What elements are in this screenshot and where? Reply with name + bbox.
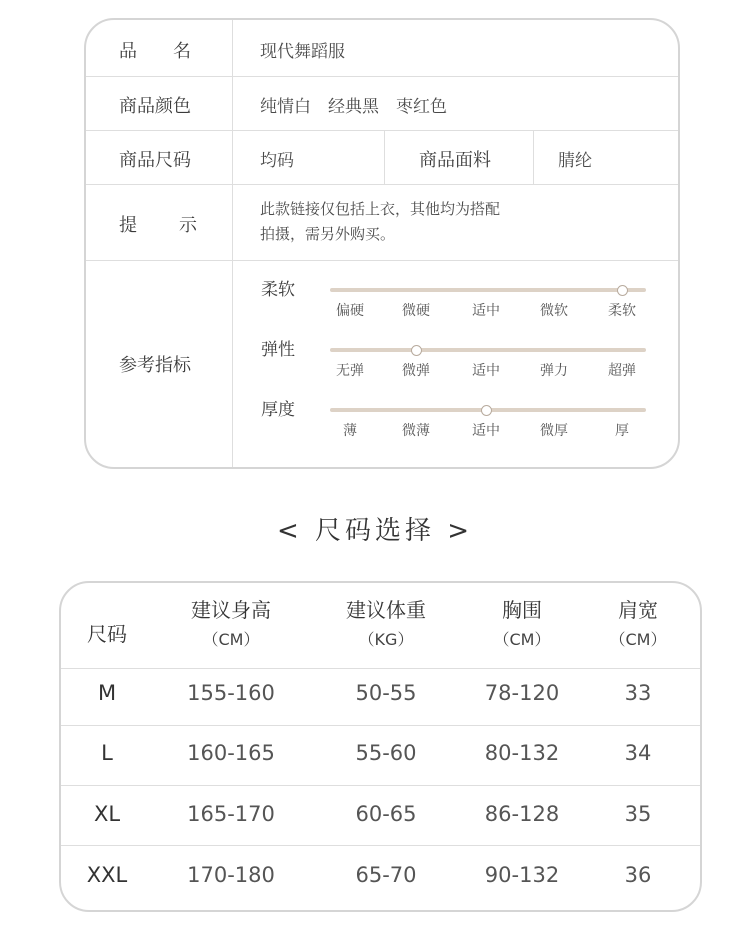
table-cell: 33 <box>624 681 652 705</box>
indicator-knob <box>481 405 492 416</box>
tip-line: 拍摄，需另外购买。 <box>260 225 396 243</box>
indicator-tick-label: 微弹 <box>402 363 430 379</box>
indicator-tick-label: 薄 <box>343 423 357 439</box>
table-header-label: 胸围 <box>502 598 542 622</box>
table-header <box>316 595 456 655</box>
indicator-name: 弹性 <box>261 340 295 360</box>
tip-label-char: 示 <box>179 215 197 236</box>
table-header-label: 肩宽 <box>618 598 658 622</box>
table-cell-size: L <box>101 741 113 765</box>
indicator-knob <box>411 345 422 356</box>
size-label: 商品尺码 <box>119 150 191 171</box>
size-section-title: < 尺码选择 > <box>276 516 474 546</box>
table-header-label: 建议体重 <box>346 598 426 622</box>
table-cell: 80-132 <box>484 741 560 765</box>
table-cell: 50-55 <box>355 681 417 705</box>
size-value: 均码 <box>260 151 294 171</box>
size-table <box>59 581 702 912</box>
divider <box>86 76 678 77</box>
table-cell: 34 <box>624 741 652 765</box>
table-cell: 78-120 <box>484 681 560 705</box>
tip-label-char: 提 <box>119 215 137 236</box>
indicator-knob <box>617 285 628 296</box>
name-value: 现代舞蹈服 <box>260 42 345 62</box>
table-header-unit: （CM） <box>609 630 667 649</box>
table-cell: 155-160 <box>187 681 275 705</box>
indicator-tick-label: 适中 <box>472 423 500 439</box>
table-cell: 90-132 <box>484 863 560 887</box>
table-cell-size: M <box>97 681 117 705</box>
table-cell: 86-128 <box>484 802 560 826</box>
table-cell-size: XXL <box>86 863 128 887</box>
indicator-tick-label: 微软 <box>540 303 568 319</box>
table-header <box>568 595 708 655</box>
table-header <box>161 595 301 655</box>
indicator-tick-label: 适中 <box>472 363 500 379</box>
name-label: 品 名 <box>119 41 191 62</box>
tip-line: 此款链接仅包括上衣，其他均为搭配 <box>260 200 501 218</box>
table-cell: 60-65 <box>355 802 417 826</box>
table-cell: 65-70 <box>355 863 417 887</box>
table-cell: 55-60 <box>355 741 417 765</box>
table-header-label: 尺码 <box>87 622 127 646</box>
divider <box>86 260 678 261</box>
color-label: 商品颜色 <box>119 96 191 117</box>
divider <box>61 725 700 726</box>
table-cell: 35 <box>624 802 652 826</box>
indicator-tick-label: 无弹 <box>336 363 364 379</box>
indicator-tick-label: 超弹 <box>608 363 636 379</box>
product-info-card <box>84 18 680 469</box>
table-header-label: 建议身高 <box>191 598 271 622</box>
indicator-tick-label: 偏硬 <box>336 303 364 319</box>
indicator-tick-label: 微厚 <box>540 423 568 439</box>
tip-label <box>119 211 197 237</box>
divider <box>61 785 700 786</box>
indicator-tick-label: 微硬 <box>402 303 430 319</box>
indicator-tick-label: 适中 <box>472 303 500 319</box>
table-cell: 165-170 <box>187 802 275 826</box>
indicator-tick-label: 弹力 <box>540 363 568 379</box>
indicator-name: 厚度 <box>261 400 295 420</box>
indicator-tick-label: 柔软 <box>608 303 636 319</box>
fabric-label: 商品面料 <box>419 150 491 171</box>
table-header-unit: （CM） <box>202 630 260 649</box>
indicator-tick-label: 微薄 <box>402 423 430 439</box>
tip-text <box>260 197 500 247</box>
table-header-unit: （CM） <box>493 630 551 649</box>
table-header <box>37 619 177 649</box>
table-cell: 36 <box>624 863 652 887</box>
divider <box>232 20 233 467</box>
divider <box>61 668 700 669</box>
divider <box>86 184 678 185</box>
color-value: 纯情白 经典黑 枣红色 <box>260 97 447 117</box>
divider <box>384 130 385 184</box>
fabric-value: 腈纶 <box>558 151 592 171</box>
table-header-unit: （KG） <box>358 630 414 649</box>
indicator-tick-label: 厚 <box>615 423 629 439</box>
indicator-name: 柔软 <box>261 280 295 300</box>
table-cell: 170-180 <box>187 863 275 887</box>
divider <box>61 845 700 846</box>
divider <box>86 130 678 131</box>
indicator-track <box>330 348 646 352</box>
reference-label: 参考指标 <box>119 355 191 376</box>
table-cell: 160-165 <box>187 741 275 765</box>
divider <box>533 130 534 184</box>
table-cell-size: XL <box>93 802 121 826</box>
indicator-track <box>330 288 646 292</box>
